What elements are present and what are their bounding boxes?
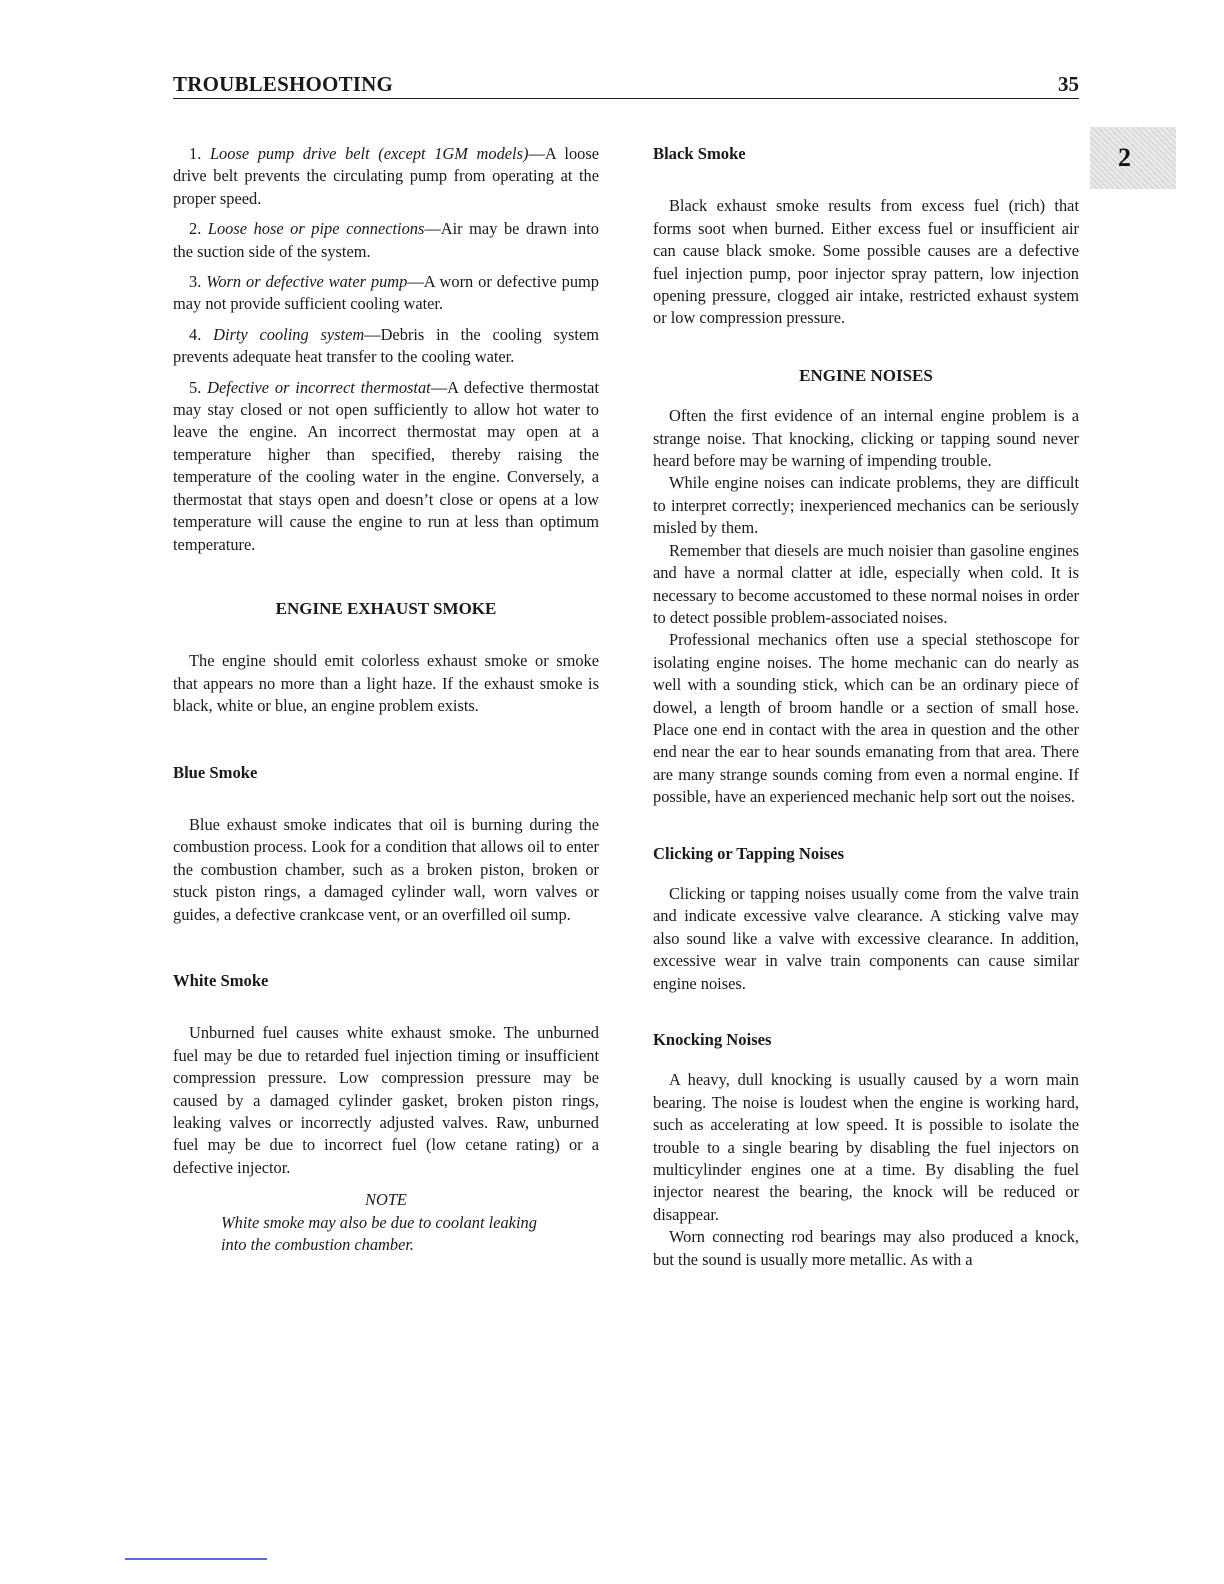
subheading-blue-smoke: Blue Smoke [173,762,258,782]
chapter-tab [1090,127,1176,189]
subheading-white-smoke: White Smoke [173,970,269,990]
knocking-paragraph-2: Worn connecting rod bearings may also produced a knock, but the sound is usually more metallic. As with a [653,1227,1079,1269]
list-item: 3. Worn or defective water pump—A worn or defective pump may not provide sufficient cooling water. [173,272,599,314]
black-smoke-paragraph: Black exhaust smoke results from excess fuel (rich) that forms soot when burned. Either excess fuel or insufficient air can cause black smoke. Some possible causes are a defective fuel injection pump, poor injector spray pattern, low injection opening pressure, clogged air intake, restricted exhaust system or low compression pressure. [653,196,1079,328]
exhaust-paragraph: The engine should emit colorless exhaust smoke or smoke that appears no more than a light haze. If the exhaust smoke is black, white or blue, an engine problem exists. [173,651,599,716]
knocking-paragraph-1: A heavy, dull knocking is usually caused by a worn main bearing. The noise is loudest when the engine is working hard, such as accelerating at low speed. It is possible to isolate the trouble to a single bearing by disabling the fuel injectors on multicylinder engines one at a time. By disabling the fuel injector nearest the bearing, the knock will be reduced or disappear. [653,1070,1079,1224]
subheading-knocking: Knocking Noises [653,1030,772,1049]
chapter-number: 2 [1118,143,1131,172]
list-item: 2. Loose hose or pipe connections—Air may be drawn into the suction side of the system. [173,219,599,261]
noises-paragraph-3: Remember that diesels are much noisier than gasoline engines and have a normal clatter at idle, especially when cold. It is necessary to become accustomed to these normal noises in order to detect possible problem-associated noises. [653,540,1079,627]
list-item: 1. Loose pump drive belt (except 1GM models)—A loose drive belt prevents the circulating pump from operating at the proper speed. [173,144,599,208]
note-text: White smoke may also be due to coolant leaking into the combustion chamber. [221,1212,537,1255]
list-item: 5. Defective or incorrect thermostat—A defective thermostat may stay closed or not open sufficiently to allow hot water to leave the engine. An incorrect thermostat may open at a temperature higher than specified, thereby raising the temperature of the cooling water in the engine. Conversely, a thermostat that stays open and doesn’t close or opens at a low temperature will cause the engine to run at less than optimum temperature. [173,377,599,554]
left-column [173,143,599,1256]
footer-rule [125,1558,267,1560]
noises-paragraph-2: While engine noises can indicate problems, they are difficult to interpret correctly; inexperienced mechanics can be seriously misled by them. [653,473,1079,538]
subheading-black-smoke: Black Smoke [653,144,746,163]
clicking-paragraph: Clicking or tapping noises usually come from the valve train and indicate excessive valve clearance. A sticking valve may also sound like a valve with excessive clearance. In addition, excessive wear in valve train components can cause similar engine noises. [653,883,1079,993]
list-item: 4. Dirty cooling system—Debris in the cooling system prevents adequate heat transfer to the cooling water. [173,324,599,367]
blue-smoke-paragraph: Blue exhaust smoke indicates that oil is burning during the combustion process. Look for a condition that allows oil to enter the combustion chamber, such as a broken piston, broken or stuck piston rings, a damaged cylinder wall, worn valves or guides, a defective crankcase vent, or an overfilled oil sump. [173,814,599,924]
page-title: TROUBLESHOOTING [173,72,394,96]
noises-paragraph-4: Professional mechanics often use a special stethoscope for isolating engine noises. The home mechanic can do nearly as well with a sounding stick, which can be an ordinary piece of dowel, a length of broom handle or a section of small hose. Place one end in contact with the area in question and the other end near the ear to hear sounds emanating from that area. There are many strange sounds coming from even a normal engine. If possible, have an experienced mechanic help sort out the noises. [653,630,1079,807]
noises-paragraph-1: Often the first evidence of an internal engine problem is a strange noise. That knocking, clicking or tapping sound never heard before may be warning of impending trouble. [653,406,1079,471]
page-number: 35 [1058,72,1079,96]
section-heading-exhaust: ENGINE EXHAUST SMOKE [275,598,497,618]
white-smoke-paragraph: Unburned fuel causes white exhaust smoke. The unburned fuel may be due to retarded fuel injection timing or insufficient compression pressure. Low compression pressure may be caused by a damaged cylinder gasket, broken piston rings, leaking valves or incorrectly adjusted valves. Raw, unburned fuel may be due to incorrect fuel (low cetane rating) or a defective injector. [173,1023,599,1177]
page-header [173,72,1079,99]
note-label: NOTE [365,1190,407,1210]
section-heading-noises: ENGINE NOISES [799,365,933,385]
right-column [653,143,1079,1271]
subheading-clicking: Clicking or Tapping Noises [653,843,845,863]
